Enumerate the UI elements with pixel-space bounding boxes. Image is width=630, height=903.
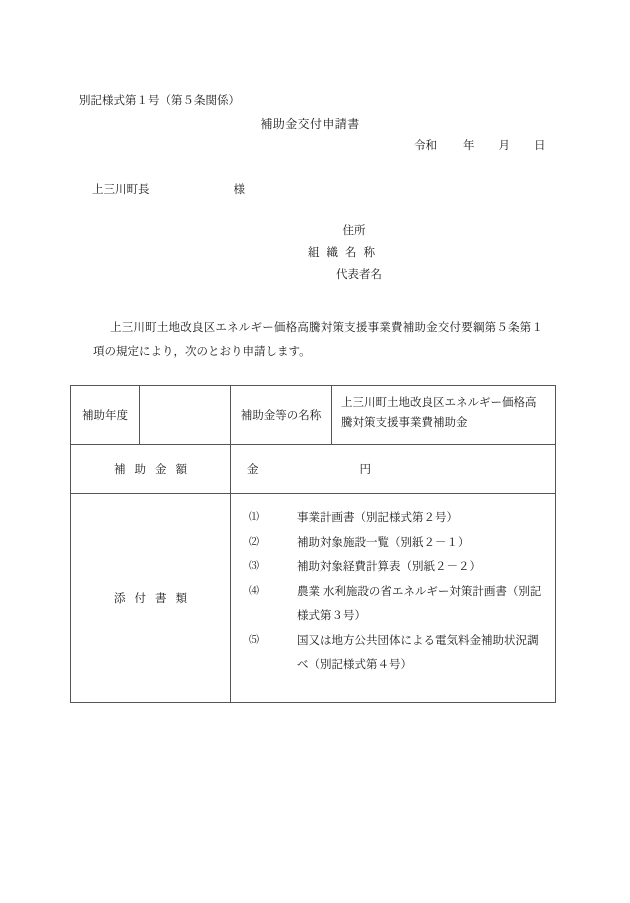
amount-value-cell[interactable] bbox=[231, 445, 556, 494]
date-era: 令和 bbox=[414, 140, 437, 152]
amount-unit: 円 bbox=[359, 464, 371, 476]
subsidy-year-value-cell[interactable] bbox=[140, 386, 231, 445]
amount-label-cell: 補助金額 bbox=[71, 445, 231, 494]
subsidy-name-value-cell: 上三川町土地改良区エネルギー価格高騰対策支援事業費補助金 bbox=[332, 386, 556, 445]
attachment-item-number: ⑸ bbox=[249, 634, 259, 646]
attachment-item bbox=[249, 555, 545, 580]
table-row-subsidy-year bbox=[71, 386, 556, 445]
attachment-item-label: 農業 水利施設の省エネルギー対策計画書（別記様式第３号） bbox=[297, 585, 542, 622]
date-line bbox=[414, 137, 546, 153]
addressee-name: 上三川町長 bbox=[92, 184, 150, 196]
table-row-amount bbox=[71, 445, 556, 494]
form-identifier: 別記様式第１号（第５条関係） bbox=[79, 95, 240, 107]
attachment-item-label: 事業計画書（別記様式第２号） bbox=[297, 512, 458, 524]
amount-prefix: 金 bbox=[247, 464, 259, 476]
attachments-value-cell bbox=[231, 494, 556, 703]
attachment-item-number: ⑴ bbox=[249, 512, 259, 523]
attachment-item-label: 国又は地方公共団体による電気料金補助状況調べ（別記様式第４号） bbox=[297, 634, 539, 671]
attachment-item bbox=[249, 531, 545, 556]
applicant-block bbox=[230, 220, 460, 286]
addressee-honorific: 様 bbox=[233, 184, 245, 196]
table-row-attachments bbox=[71, 494, 556, 703]
subsidy-year-label-cell: 補助年度 bbox=[71, 386, 140, 445]
body-paragraph: 上三川町土地改良区エネルギー価格高騰対策支援事業費補助金交付要綱第５条第１項の規定により，次のとおり申請します。 bbox=[93, 322, 543, 358]
attachment-item bbox=[249, 580, 545, 629]
attachment-item-label: 補助対象経費計算表（別紙２－２） bbox=[297, 561, 481, 573]
attachment-item-label: 補助対象施設一覧（別紙２－１） bbox=[297, 536, 470, 549]
attachment-item-number: ⑵ bbox=[249, 536, 259, 548]
application-table bbox=[70, 385, 556, 703]
date-day-unit: 日 bbox=[534, 140, 546, 152]
subsidy-name-label-cell: 補助金等の名称 bbox=[231, 386, 332, 445]
attachment-item-number: ⑶ bbox=[249, 561, 259, 572]
document-title: 補助金交付申請書 bbox=[260, 117, 360, 131]
applicant-representative-label: 代表者名 bbox=[336, 269, 382, 281]
attachments-label-cell: 添付書類 bbox=[71, 494, 231, 703]
attachment-item bbox=[249, 506, 545, 531]
date-month-unit: 月 bbox=[498, 140, 510, 152]
applicant-address-label: 住所 bbox=[342, 225, 366, 237]
addressee-line bbox=[92, 181, 245, 197]
date-year-unit: 年 bbox=[463, 140, 475, 152]
attachment-item bbox=[249, 629, 545, 678]
applicant-organization-label: 組織名称 bbox=[308, 247, 382, 259]
attachments-list bbox=[249, 506, 545, 678]
attachment-item-number: ⑷ bbox=[249, 585, 259, 597]
